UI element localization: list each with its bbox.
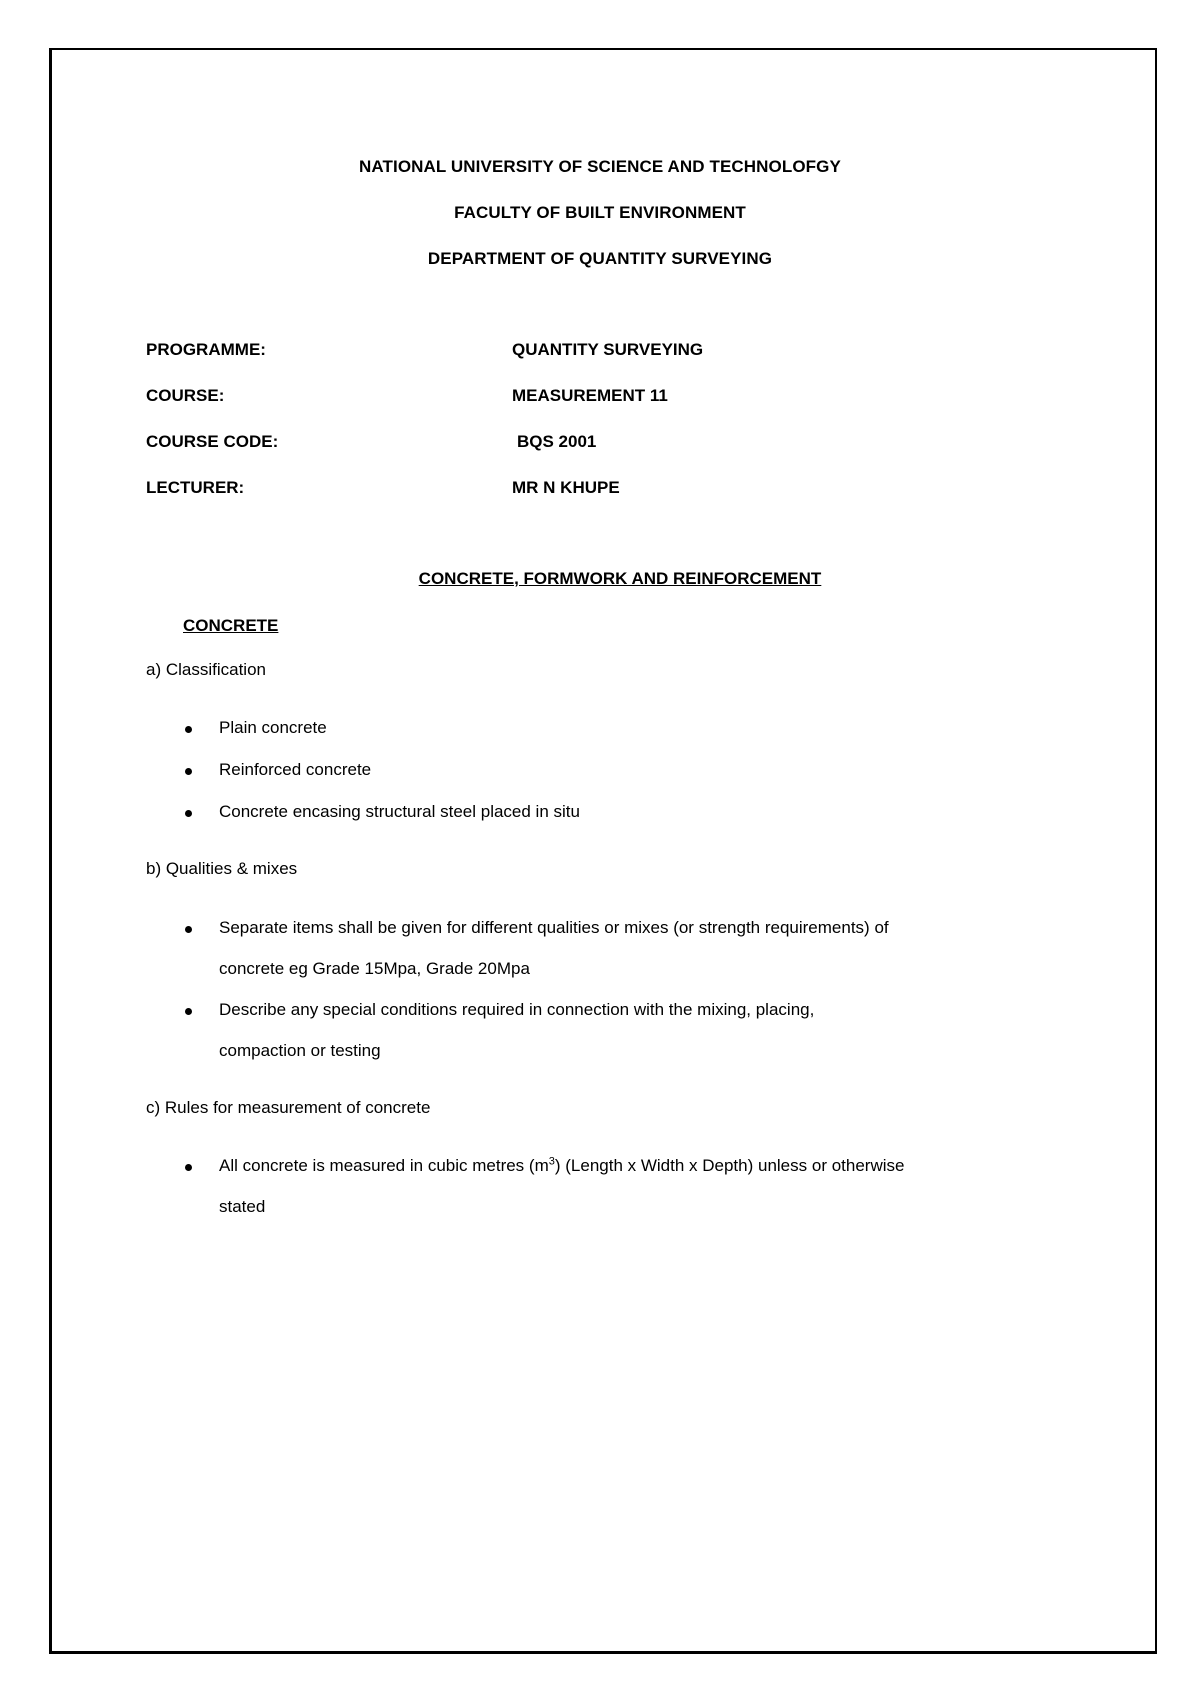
qualities-heading: b) Qualities & mixes — [146, 859, 298, 878]
list-item-line: concrete eg Grade 15Mpa, Grade 20Mpa — [219, 959, 530, 978]
section-title: CONCRETE, FORMWORK AND REINFORCEMENT — [418, 569, 822, 588]
rules-heading: c) Rules for measurement of concrete — [146, 1098, 431, 1117]
faculty-name: FACULTY OF BUILT ENVIRONMENT — [454, 203, 746, 222]
university-name: NATIONAL UNIVERSITY OF SCIENCE AND TECHNOLOFGY — [359, 157, 841, 176]
list-item-line: Separate items shall be given for different qualities or mixes (or strength requirements) of — [219, 918, 889, 937]
bullet-icon — [185, 1164, 192, 1171]
course-code-value: BQS 2001 — [517, 432, 597, 451]
rules-text-a: All concrete is measured in cubic metres (m — [219, 1156, 549, 1175]
lecturer-value: MR N KHUPE — [512, 478, 620, 497]
subsection-title: CONCRETE — [183, 616, 279, 635]
list-item: Reinforced concrete — [219, 760, 372, 779]
programme-label: PROGRAMME: — [146, 340, 266, 359]
lecturer-label: LECTURER: — [146, 478, 245, 497]
bullet-icon — [185, 768, 192, 775]
list-item: Concrete encasing structural steel placed in situ — [219, 802, 580, 821]
department-name: DEPARTMENT OF QUANTITY SURVEYING — [427, 249, 773, 268]
page-frame — [49, 48, 1157, 1654]
bullet-icon — [185, 1008, 192, 1015]
cubic-superscript: 3 — [548, 1155, 555, 1168]
list-item: Plain concrete — [219, 718, 327, 737]
rules-text-b: ) (Length x Width x Depth) unless or otherwise — [554, 1156, 905, 1175]
bullet-icon — [185, 726, 192, 733]
bullet-icon — [185, 926, 192, 933]
course-code-label: COURSE CODE: — [146, 432, 279, 451]
classification-heading: a) Classification — [146, 660, 266, 679]
list-item-line: Describe any special conditions required in connection with the mixing, placing, — [219, 1000, 815, 1019]
list-item-line: stated — [219, 1197, 266, 1216]
bullet-icon — [185, 810, 192, 817]
course-label: COURSE: — [146, 386, 225, 405]
list-item-line — [219, 1156, 904, 1176]
list-item-line: compaction or testing — [219, 1041, 381, 1060]
course-value: MEASUREMENT 11 — [512, 386, 668, 405]
programme-value: QUANTITY SURVEYING — [512, 340, 704, 359]
